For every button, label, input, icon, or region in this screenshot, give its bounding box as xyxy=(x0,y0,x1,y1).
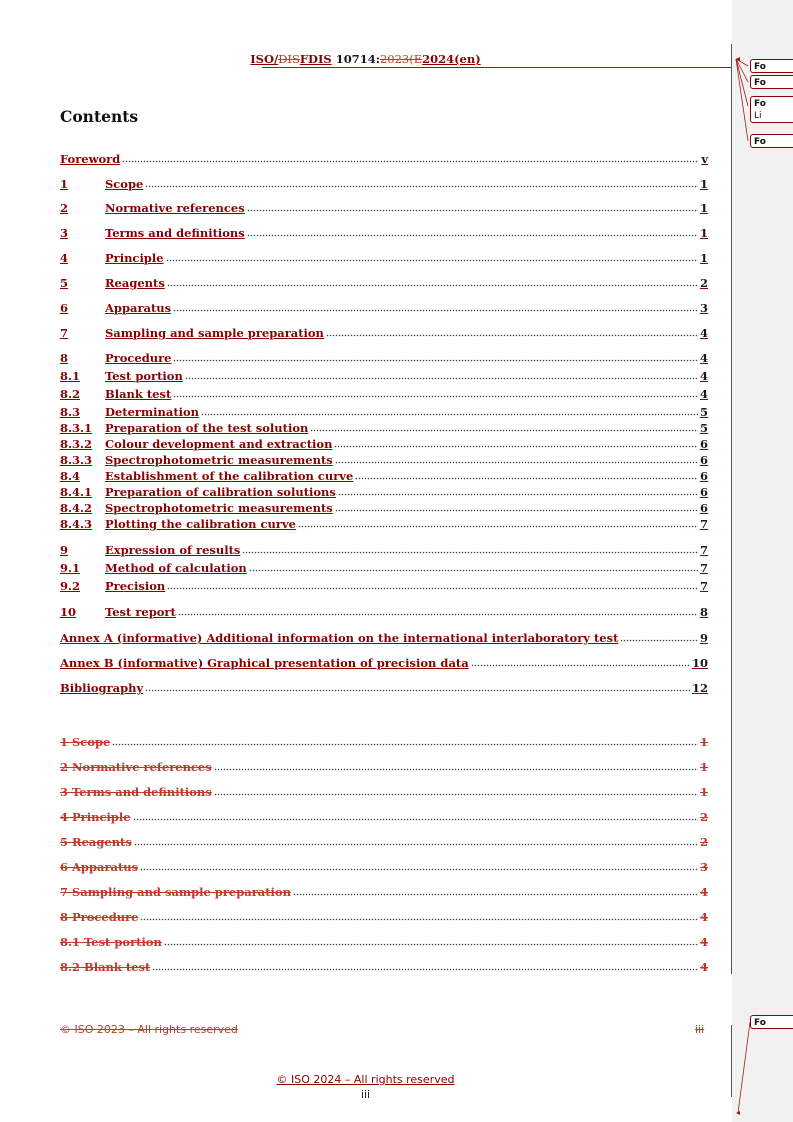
toc-entry-page: 4 xyxy=(699,387,708,401)
header-suffix: ) xyxy=(475,52,481,66)
toc-entry-label: Procedure xyxy=(105,351,172,365)
toc-entry-page: 6 xyxy=(699,437,708,451)
toc-entry-label: Preparation of calibration solutions xyxy=(105,485,336,499)
toc-entry-label: Terms and definitions xyxy=(105,226,245,240)
deleted-toc-entry-label: 8.1 Test portion xyxy=(60,935,162,949)
toc-entry-label: Method of calculation xyxy=(105,561,247,575)
toc-entry-page: 10 xyxy=(691,656,708,670)
deleted-toc-entry-label: 6 Apparatus xyxy=(60,860,139,874)
toc-entry-label: Establishment of the calibration curve xyxy=(105,469,354,483)
toc-entry-page: 5 xyxy=(699,405,708,419)
deleted-toc-entry-label: 4 Principle xyxy=(60,810,131,824)
toc-entry-number: 9 xyxy=(60,543,69,557)
deleted-toc-entry-label: 8.2 Blank test xyxy=(60,960,151,974)
toc-entry-page: v xyxy=(701,152,708,166)
deleted-toc-entry-page: 3 xyxy=(699,860,708,874)
toc-entry-page: 9 xyxy=(699,631,708,645)
toc-entry-page: 4 xyxy=(699,369,708,383)
deleted-toc-entry-page: 1 xyxy=(699,785,708,799)
toc-entry-page: 6 xyxy=(699,453,708,467)
toc-entry-label: Annex B (informative) Graphical presentation of precision data xyxy=(60,656,469,670)
toc-entry-number: 8.4.2 xyxy=(60,501,93,515)
toc-entry-number: 8.4.1 xyxy=(60,485,93,499)
toc-entry-page: 7 xyxy=(699,517,708,531)
toc-entry-number: 5 xyxy=(60,276,69,290)
deleted-toc-entry-page: 2 xyxy=(699,810,708,824)
header-inserted-stage: FDIS xyxy=(299,52,332,66)
toc-entry-number: 4 xyxy=(60,251,69,265)
toc-entry-number: 8 xyxy=(60,351,69,365)
toc-entry-label: Precision xyxy=(105,579,166,593)
footer-page-number: iii xyxy=(360,1088,371,1101)
footer-deleted-page-number: iii xyxy=(695,1023,705,1036)
toc-entry-label: Spectrophotometric measurements xyxy=(105,501,333,515)
header-number: 10714: xyxy=(331,52,380,66)
header-inserted-year: 2024(en xyxy=(422,52,476,66)
deleted-toc-entry-page: 4 xyxy=(699,935,708,949)
toc-entry-label: Colour development and extraction xyxy=(105,437,333,451)
toc-entry-label: Normative references xyxy=(105,201,245,215)
toc-entry-label: Bibliography xyxy=(60,681,144,695)
toc-entry-page: 1 xyxy=(699,177,708,191)
page-title: Contents xyxy=(60,107,139,126)
deleted-toc-entry-page: 1 xyxy=(699,760,708,774)
header-prefix: ISO/ xyxy=(250,52,279,66)
toc-entry-number: 8.1 xyxy=(60,369,81,383)
toc-entry-page: 6 xyxy=(699,501,708,515)
toc-entry-page: 1 xyxy=(699,226,708,240)
deleted-toc-entry-label: 5 Reagents xyxy=(60,835,132,849)
toc-entry-number: 1 xyxy=(60,177,69,191)
toc-entry-number: 3 xyxy=(60,226,69,240)
toc-entry-page: 6 xyxy=(699,469,708,483)
comment-balloon-5[interactable]: Fo xyxy=(750,1015,793,1029)
deleted-toc-entry-page: 4 xyxy=(699,885,708,899)
toc-entry-page: 2 xyxy=(699,276,708,290)
deleted-toc-entry-label: 1 Scope xyxy=(60,735,111,749)
toc-entry-number: 2 xyxy=(60,201,69,215)
toc-entry-number: 6 xyxy=(60,301,69,315)
toc-entry-label: Apparatus xyxy=(105,301,172,315)
toc-entry-page: 4 xyxy=(699,326,708,340)
footer-deleted-copyright: © ISO 2023 – All rights reserved xyxy=(60,1023,238,1036)
toc-entry-label: Sampling and sample preparation xyxy=(105,326,324,340)
toc-entry-number: 9.2 xyxy=(60,579,81,593)
toc-entry-label: Preparation of the test solution xyxy=(105,421,309,435)
deleted-toc-entry-label: 2 Normative references xyxy=(60,760,212,774)
toc-entry-number: 7 xyxy=(60,326,69,340)
toc-entry-page: 8 xyxy=(699,605,708,619)
toc-entry-label: Determination xyxy=(105,405,200,419)
comment-balloon-4[interactable]: Fo xyxy=(750,134,793,148)
comment-balloon-3[interactable]: Fo Li xyxy=(750,96,793,123)
toc-entry-page: 1 xyxy=(699,251,708,265)
toc-entry-number: 10 xyxy=(60,605,77,619)
toc-entry-label: Test report xyxy=(105,605,176,619)
toc-entry-page: 1 xyxy=(699,201,708,215)
toc-entry-page: 7 xyxy=(699,579,708,593)
toc-entry-label: Foreword xyxy=(60,152,121,166)
deleted-toc-entry-label: 7 Sampling and sample preparation xyxy=(60,885,291,899)
toc-entry-number: 8.4.3 xyxy=(60,517,93,531)
toc-entry-label: Annex A (informative) Additional information on the international interlaboratory test xyxy=(60,631,619,645)
toc-entry-number: 8.3.3 xyxy=(60,453,93,467)
deleted-toc-entry-label: 3 Terms and definitions xyxy=(60,785,212,799)
toc-entry-number: 8.4 xyxy=(60,469,81,483)
toc-entry-label: Reagents xyxy=(105,276,165,290)
toc-entry-number: 9.1 xyxy=(60,561,81,575)
toc-entry-page: 5 xyxy=(699,421,708,435)
toc-entry-label: Principle xyxy=(105,251,164,265)
header-deleted-stage: DIS xyxy=(278,52,300,66)
toc-entry-number: 8.2 xyxy=(60,387,81,401)
toc-entry-number: 8.3 xyxy=(60,405,81,419)
deleted-toc-entry-page: 2 xyxy=(699,835,708,849)
toc-entry-number: 8.3.1 xyxy=(60,421,93,435)
toc-entry-page: 6 xyxy=(699,485,708,499)
toc-entry-label: Blank test xyxy=(105,387,172,401)
toc-entry-page: 4 xyxy=(699,351,708,365)
toc-entry-page: 7 xyxy=(699,561,708,575)
toc-entry-label: Scope xyxy=(105,177,144,191)
toc-entry-label: Spectrophotometric measurements xyxy=(105,453,333,467)
deleted-toc-entry-label: 8 Procedure xyxy=(60,910,139,924)
header-deleted-year: 2023(E xyxy=(379,52,423,66)
comment-balloon-1[interactable]: Fo xyxy=(750,59,793,73)
footer-copyright: © ISO 2024 – All rights reserved xyxy=(276,1073,455,1086)
toc-entry-label: Plotting the calibration curve xyxy=(105,517,296,531)
toc-entry-page: 3 xyxy=(699,301,708,315)
toc-entry-label: Expression of results xyxy=(105,543,241,557)
comment-balloon-2[interactable]: Fo xyxy=(750,75,793,89)
toc-entry-page: 12 xyxy=(691,681,708,695)
toc-entry-page: 7 xyxy=(699,543,708,557)
toc-entry-number: 8.3.2 xyxy=(60,437,93,451)
deleted-toc-entry-page: 4 xyxy=(699,960,708,974)
deleted-toc-entry-page: 4 xyxy=(699,910,708,924)
deleted-toc-entry-page: 1 xyxy=(699,735,708,749)
toc-entry-label: Test portion xyxy=(105,369,183,383)
